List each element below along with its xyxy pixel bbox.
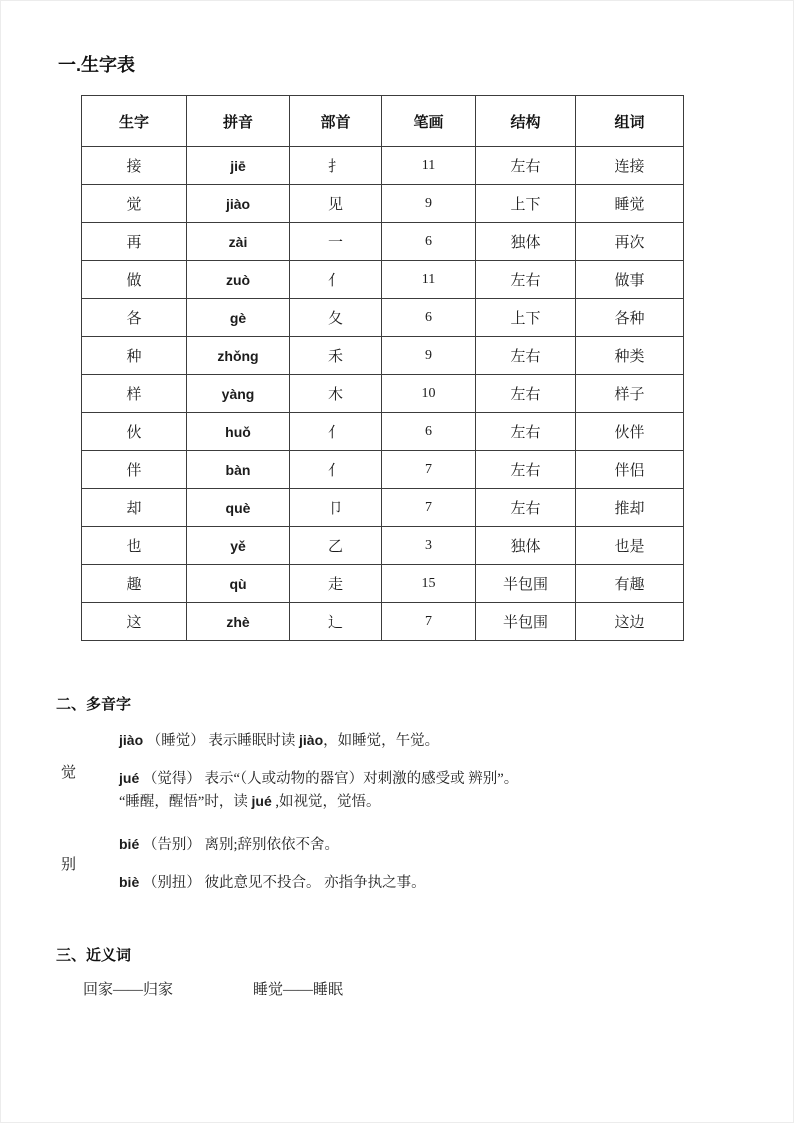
polyphone-line: [119, 871, 741, 894]
cell-word: 再次: [576, 223, 684, 261]
cell-radical: 亻: [290, 413, 382, 451]
table-row: [82, 147, 684, 185]
cell-radical: 扌: [290, 147, 382, 185]
reading-text: （觉得） 表示“（人或动物的器官）对刺激的感受或 辨别”。: [139, 771, 519, 787]
polyphone-group: [61, 729, 741, 813]
polyphone-groups: [61, 729, 741, 914]
cell-word: 这边: [576, 603, 684, 641]
table-header-row: [82, 96, 684, 147]
cell-pinyin: jiào: [187, 185, 290, 223]
header-cell-radical: 部首: [290, 96, 382, 147]
cell-strokes: 6: [382, 413, 476, 451]
reading-text: （别扭） 彼此意见不投合。 亦指争执之事。: [139, 875, 426, 891]
cell-char: 却: [82, 489, 187, 527]
pinyin-text: jué: [119, 770, 140, 786]
table-row: [82, 299, 684, 337]
cell-pinyin: zuò: [187, 261, 290, 299]
reading-text: （睡觉） 表示睡眠时读: [143, 733, 299, 749]
cell-strokes: 3: [382, 527, 476, 565]
cell-char: 种: [82, 337, 187, 375]
polyphone-group: [61, 833, 741, 894]
cell-char: 这: [82, 603, 187, 641]
cell-strokes: 7: [382, 603, 476, 641]
cell-strokes: 9: [382, 185, 476, 223]
char-table-body: [82, 147, 684, 641]
cell-word: 推却: [576, 489, 684, 527]
cell-char: 样: [82, 375, 187, 413]
pinyin-text: biè: [119, 874, 140, 890]
polyphone-readings: [119, 833, 741, 894]
cell-pinyin: zhè: [187, 603, 290, 641]
header-cell-pinyin: 拼音: [187, 96, 290, 147]
cell-word: 连接: [576, 147, 684, 185]
cell-structure: 上下: [476, 299, 576, 337]
cell-radical: 见: [290, 185, 382, 223]
cell-structure: 独体: [476, 223, 576, 261]
cell-structure: 左右: [476, 413, 576, 451]
cell-pinyin: què: [187, 489, 290, 527]
section-three-title: 三、近义词: [56, 947, 132, 964]
cell-char: 各: [82, 299, 187, 337]
new-characters-table: [81, 95, 684, 641]
cell-radical: 夂: [290, 299, 382, 337]
cell-pinyin: huǒ: [187, 413, 290, 451]
cell-char: 伙: [82, 413, 187, 451]
cell-strokes: 10: [382, 375, 476, 413]
cell-strokes: 15: [382, 565, 476, 603]
reading-text: （告别） 离别;辞别依依不舍。: [139, 837, 340, 853]
cell-structure: 左右: [476, 451, 576, 489]
cell-structure: 左右: [476, 375, 576, 413]
cell-char: 也: [82, 527, 187, 565]
reading-text: ,如视觉，觉悟。: [271, 794, 381, 810]
table-row: [82, 527, 684, 565]
polyphone-line: [119, 833, 741, 856]
cell-radical: 亻: [290, 261, 382, 299]
cell-word: 种类: [576, 337, 684, 375]
cell-strokes: 11: [382, 147, 476, 185]
cell-strokes: 6: [382, 223, 476, 261]
cell-word: 也是: [576, 527, 684, 565]
cell-strokes: 11: [382, 261, 476, 299]
polyphone-reading: [119, 729, 741, 752]
cell-structure: 半包围: [476, 603, 576, 641]
table-row: [82, 185, 684, 223]
table-row: [82, 413, 684, 451]
cell-structure: 左右: [476, 261, 576, 299]
cell-char: 伴: [82, 451, 187, 489]
cell-structure: 上下: [476, 185, 576, 223]
section-one-title: 一.生字表: [58, 55, 136, 75]
header-cell-structure: 结构: [476, 96, 576, 147]
pinyin-text: jué: [251, 793, 272, 809]
pinyin-text: bié: [119, 836, 140, 852]
cell-word: 样子: [576, 375, 684, 413]
cell-structure: 半包围: [476, 565, 576, 603]
cell-structure: 左右: [476, 147, 576, 185]
section-two-title: 二、多音字: [56, 696, 132, 713]
reading-text: “睡醒，醒悟”时，读: [119, 794, 252, 810]
cell-word: 伙伴: [576, 413, 684, 451]
cell-strokes: 7: [382, 489, 476, 527]
polyphone-reading: [119, 833, 741, 856]
cell-pinyin: qù: [187, 565, 290, 603]
cell-pinyin: gè: [187, 299, 290, 337]
header-cell-word: 组词: [576, 96, 684, 147]
cell-pinyin: zài: [187, 223, 290, 261]
cell-char: 觉: [82, 185, 187, 223]
table-row: [82, 261, 684, 299]
cell-radical: 木: [290, 375, 382, 413]
polyphone-line: [119, 767, 741, 790]
cell-word: 睡觉: [576, 185, 684, 223]
cell-radical: 一: [290, 223, 382, 261]
pinyin-text: jiào: [299, 732, 324, 748]
cell-radical: 亻: [290, 451, 382, 489]
polyphone-line: [119, 790, 741, 813]
cell-strokes: 6: [382, 299, 476, 337]
cell-word: 有趣: [576, 565, 684, 603]
cell-char: 做: [82, 261, 187, 299]
polyphone-character: 别: [61, 857, 77, 873]
cell-structure: 独体: [476, 527, 576, 565]
cell-char: 趣: [82, 565, 187, 603]
table-row: [82, 451, 684, 489]
table-row: [82, 603, 684, 641]
cell-strokes: 7: [382, 451, 476, 489]
table-row: [82, 565, 684, 603]
table-row: [82, 337, 684, 375]
cell-structure: 左右: [476, 489, 576, 527]
synonym-pair: 回家——归家: [83, 982, 174, 998]
reading-text: ，如睡觉，午觉。: [323, 733, 440, 749]
header-cell-char: 生字: [82, 96, 187, 147]
cell-pinyin: zhǒng: [187, 337, 290, 375]
cell-word: 伴侣: [576, 451, 684, 489]
cell-pinyin: yě: [187, 527, 290, 565]
header-cell-strokes: 笔画: [382, 96, 476, 147]
cell-char: 接: [82, 147, 187, 185]
cell-char: 再: [82, 223, 187, 261]
cell-structure: 左右: [476, 337, 576, 375]
cell-pinyin: jiē: [187, 147, 290, 185]
cell-word: 做事: [576, 261, 684, 299]
polyphone-readings: [119, 729, 741, 813]
cell-radical: 走: [290, 565, 382, 603]
table-row: [82, 223, 684, 261]
cell-word: 各种: [576, 299, 684, 337]
cell-pinyin: yàng: [187, 375, 290, 413]
synonym-list: [83, 978, 423, 999]
cell-radical: 禾: [290, 337, 382, 375]
table-row: [82, 489, 684, 527]
polyphone-reading: [119, 871, 741, 894]
cell-radical: 乙: [290, 527, 382, 565]
synonym-pair: 睡觉——睡眠: [253, 982, 344, 998]
polyphone-character: 觉: [61, 764, 77, 781]
cell-pinyin: bàn: [187, 451, 290, 489]
polyphone-line: [119, 729, 741, 752]
pinyin-text: jiào: [119, 732, 144, 748]
cell-strokes: 9: [382, 337, 476, 375]
table-row: [82, 375, 684, 413]
cell-radical: 辶: [290, 603, 382, 641]
cell-radical: 卩: [290, 489, 382, 527]
polyphone-reading: [119, 767, 741, 813]
